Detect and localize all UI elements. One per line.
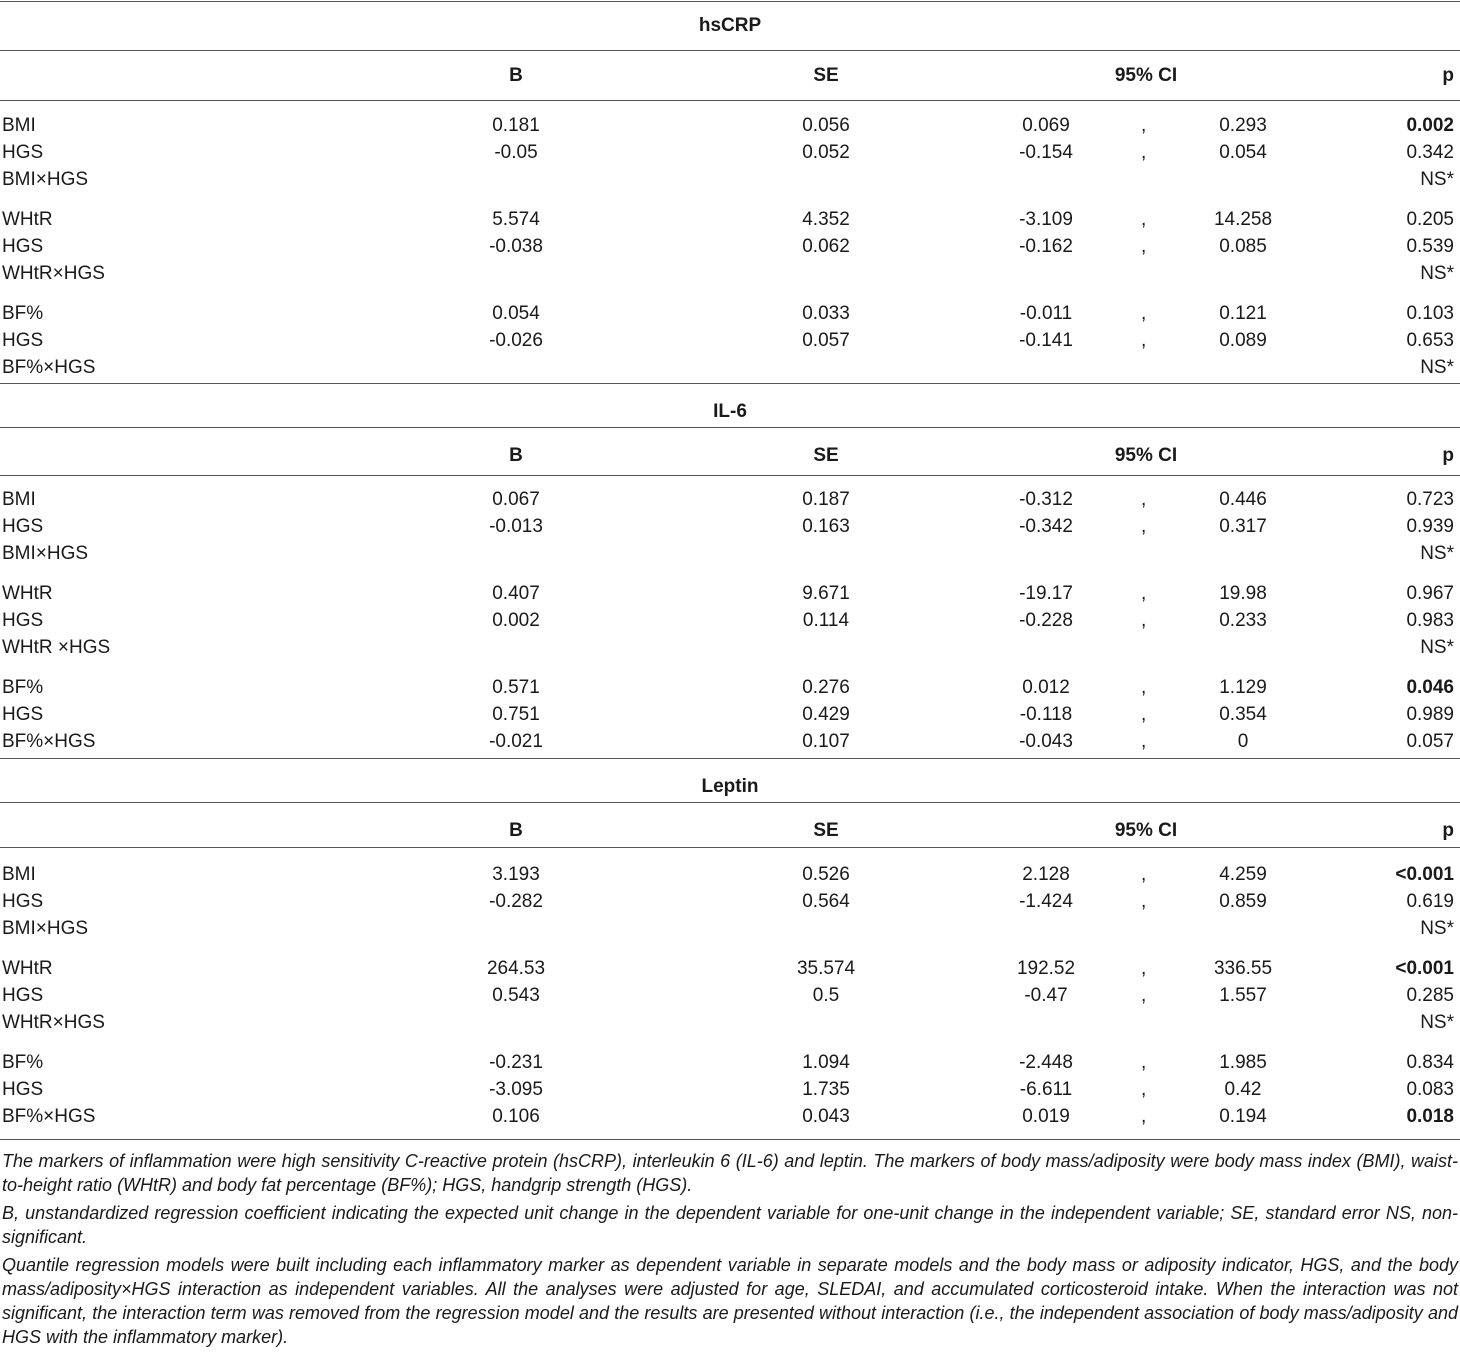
cell-se: 0.043 — [802, 1106, 850, 1127]
cell-ci-upper: 336.55 — [1213, 958, 1273, 979]
header-b: B — [509, 820, 523, 841]
cell-ci-separator: , — [1141, 583, 1147, 604]
cell-ci-separator: , — [1141, 209, 1147, 230]
cell-se: 0.526 — [802, 864, 850, 885]
cell-b: 0.407 — [492, 583, 540, 604]
cell-ci-lower: -0.011 — [1019, 303, 1073, 324]
cell-se: 0.429 — [802, 704, 850, 725]
cell-ci-separator: , — [1141, 958, 1147, 979]
cell-p: NS* — [1420, 918, 1454, 939]
table-row — [0, 354, 1460, 381]
section-title: hsCRP — [698, 15, 762, 36]
cell-ci-upper: 0.446 — [1219, 489, 1267, 510]
table-row — [0, 580, 1460, 607]
cell-p: 0.285 — [1406, 985, 1454, 1006]
row-label: BMI×HGS — [2, 918, 89, 939]
table-row — [0, 634, 1460, 661]
header-se: SE — [813, 65, 839, 86]
cell-ci-lower: 0.019 — [1022, 1106, 1070, 1127]
cell-ci-lower: -2.448 — [1019, 1052, 1073, 1073]
cell-b: 0.054 — [492, 303, 540, 324]
cell-ci-separator: , — [1141, 677, 1147, 698]
section-title: Leptin — [701, 776, 759, 797]
cell-ci-lower: -1.424 — [1019, 891, 1073, 912]
cell-p: 0.619 — [1406, 891, 1454, 912]
cell-ci-separator: , — [1141, 704, 1147, 725]
table-row — [0, 206, 1460, 233]
table-row — [0, 327, 1460, 354]
section-end-rule — [0, 758, 1460, 759]
table-row — [0, 1076, 1460, 1103]
cell-ci-upper: 0.054 — [1219, 142, 1267, 163]
row-label: HGS — [2, 142, 44, 163]
cell-ci-lower: 2.128 — [1022, 864, 1070, 885]
row-label: BF%×HGS — [2, 731, 96, 752]
table-row — [0, 674, 1460, 701]
cell-b: 0.002 — [492, 610, 540, 631]
cell-se: 9.671 — [802, 583, 850, 604]
cell-p: 0.083 — [1406, 1079, 1454, 1100]
cell-ci-separator: , — [1141, 115, 1147, 136]
row-label: BMI×HGS — [2, 543, 89, 564]
cell-ci-lower: -3.109 — [1019, 209, 1073, 230]
cell-ci-separator: , — [1141, 731, 1147, 752]
cell-b: -0.021 — [489, 731, 543, 752]
cell-ci-upper: 14.258 — [1213, 209, 1273, 230]
cell-ci-lower: -0.312 — [1019, 489, 1073, 510]
header-p: p — [1442, 65, 1454, 86]
cell-p: 0.967 — [1406, 583, 1454, 604]
cell-p: NS* — [1420, 169, 1454, 190]
cell-ci-lower: 0.012 — [1022, 677, 1070, 698]
cell-p: 0.989 — [1406, 704, 1454, 725]
table-row — [0, 1009, 1460, 1036]
cell-p: 0.723 — [1406, 489, 1454, 510]
table-row — [0, 112, 1460, 139]
cell-se: 1.735 — [802, 1079, 850, 1100]
cell-ci-lower: 0.069 — [1022, 115, 1070, 136]
header-ci: 95% CI — [1114, 445, 1178, 466]
cell-p: <0.001 — [1395, 958, 1454, 979]
row-label: HGS — [2, 516, 44, 537]
cell-ci-separator: , — [1141, 1052, 1147, 1073]
cell-ci-separator: , — [1141, 489, 1147, 510]
row-label: HGS — [2, 236, 44, 257]
cell-b: 5.574 — [492, 209, 540, 230]
cell-p: 0.834 — [1406, 1052, 1454, 1073]
column-header-row — [0, 817, 1460, 844]
row-label: BMI — [2, 864, 36, 885]
table-row — [0, 300, 1460, 327]
header-p: p — [1442, 820, 1454, 841]
cell-ci-upper: 0.859 — [1219, 891, 1267, 912]
cell-b: 0.067 — [492, 489, 540, 510]
table-row — [0, 233, 1460, 260]
row-label: HGS — [2, 891, 44, 912]
cell-p: NS* — [1420, 263, 1454, 284]
cell-b: 0.106 — [492, 1106, 540, 1127]
cell-ci-lower: -6.611 — [1019, 1079, 1073, 1100]
section-rule — [0, 802, 1460, 803]
cell-ci-separator: , — [1141, 864, 1147, 885]
table-row — [0, 486, 1460, 513]
table-row — [0, 982, 1460, 1009]
cell-ci-lower: -0.141 — [1019, 330, 1073, 351]
footnote-definitions: B, unstandardized regression coefficient indicating the expected unit change in the dependent variable for one-unit change in the independent variable; SE, standard error NS, non-significant. — [2, 1203, 1458, 1247]
cell-se: 35.574 — [796, 958, 856, 979]
table-row — [0, 888, 1460, 915]
cell-p: 0.057 — [1406, 731, 1454, 752]
cell-se: 0.187 — [802, 489, 850, 510]
cell-ci-separator: , — [1141, 236, 1147, 257]
cell-b: -3.095 — [489, 1079, 543, 1100]
table-row — [0, 540, 1460, 567]
cell-p: 0.103 — [1406, 303, 1454, 324]
row-label: WHtR — [2, 209, 53, 230]
header-se: SE — [813, 820, 839, 841]
table-row — [0, 728, 1460, 755]
header-rule — [0, 100, 1460, 101]
cell-b: -0.05 — [494, 142, 538, 163]
table-row — [0, 1049, 1460, 1076]
cell-se: 0.056 — [802, 115, 850, 136]
row-label: BMI×HGS — [2, 169, 89, 190]
column-header-row — [0, 62, 1460, 89]
cell-se: 0.114 — [802, 610, 850, 631]
row-label: HGS — [2, 330, 44, 351]
cell-b: 0.543 — [492, 985, 540, 1006]
row-label: BMI — [2, 489, 36, 510]
row-label: BF%×HGS — [2, 357, 96, 378]
section-rule — [0, 427, 1460, 428]
cell-p: 0.539 — [1406, 236, 1454, 257]
cell-p: <0.001 — [1395, 864, 1454, 885]
cell-ci-upper: 0.233 — [1219, 610, 1267, 631]
cell-p: NS* — [1420, 637, 1454, 658]
cell-se: 0.5 — [812, 985, 840, 1006]
cell-b: 264.53 — [486, 958, 546, 979]
cell-ci-lower: -0.162 — [1019, 236, 1073, 257]
cell-se: 1.094 — [802, 1052, 850, 1073]
cell-p: NS* — [1420, 543, 1454, 564]
footnote-methods: Quantile regression models were built including each inflammatory marker as dependent variable in separate models and the body mass or adiposity indicator, HGS, and the body mass/adiposity×HGS interaction as independent variables. All the analyses were adjusted for age, SLEDAI, and accumulated corticosteroid intake. When the interaction was not significant, the interaction term was removed from the regression model and the results are presented without interaction (i.e., the independent association of body mass/adiposity and HGS with the inflammatory marker). — [2, 1255, 1458, 1347]
cell-ci-lower: -0.342 — [1019, 516, 1073, 537]
section-title: IL-6 — [713, 401, 747, 422]
cell-ci-upper: 19.98 — [1219, 583, 1267, 604]
table-row — [0, 607, 1460, 634]
row-label: BF% — [2, 1052, 44, 1073]
cell-p: NS* — [1420, 357, 1454, 378]
cell-b: 3.193 — [492, 864, 540, 885]
cell-ci-upper: 0 — [1237, 731, 1249, 752]
cell-p: 0.653 — [1406, 330, 1454, 351]
row-label: HGS — [2, 610, 44, 631]
cell-se: 0.107 — [802, 731, 850, 752]
table-row — [0, 861, 1460, 888]
cell-b: -0.038 — [489, 236, 543, 257]
cell-ci-lower: -0.47 — [1024, 985, 1068, 1006]
row-label: HGS — [2, 985, 44, 1006]
cell-ci-upper: 0.089 — [1219, 330, 1267, 351]
row-label: WHtR — [2, 583, 53, 604]
cell-ci-upper: 0.194 — [1219, 1106, 1267, 1127]
table-row — [0, 955, 1460, 982]
cell-ci-lower: -0.043 — [1019, 731, 1073, 752]
cell-ci-separator: , — [1141, 1079, 1147, 1100]
cell-p: 0.342 — [1406, 142, 1454, 163]
cell-ci-separator: , — [1141, 303, 1147, 324]
table-row — [0, 1103, 1460, 1130]
row-label: BF% — [2, 677, 44, 698]
row-label: WHtR ×HGS — [2, 637, 111, 658]
cell-ci-separator: , — [1141, 891, 1147, 912]
section-end-rule — [0, 1139, 1460, 1140]
cell-se: 0.564 — [802, 891, 850, 912]
row-label: BF%×HGS — [2, 1106, 96, 1127]
cell-b: 0.571 — [492, 677, 540, 698]
header-b: B — [509, 445, 523, 466]
cell-p: 0.002 — [1406, 115, 1454, 136]
cell-ci-upper: 1.985 — [1219, 1052, 1267, 1073]
cell-ci-lower: -0.154 — [1019, 142, 1073, 163]
cell-se: 0.062 — [802, 236, 850, 257]
header-ci: 95% CI — [1114, 820, 1178, 841]
cell-b: 0.751 — [492, 704, 540, 725]
cell-b: -0.013 — [489, 516, 543, 537]
cell-ci-separator: , — [1141, 516, 1147, 537]
cell-ci-separator: , — [1141, 330, 1147, 351]
footnote-abbreviations: The markers of inflammation were high sensitivity C-reactive protein (hsCRP), interleukin 6 (IL-6) and leptin. The markers of body mass/adiposity were body mass index (BMI), waist-to-height ratio (WHtR) and body fat percentage (BF%); HGS, handgrip strength (HGS). — [2, 1151, 1458, 1195]
cell-p: 0.205 — [1406, 209, 1454, 230]
cell-p: NS* — [1420, 1012, 1454, 1033]
cell-ci-lower: -19.17 — [1019, 583, 1073, 604]
cell-ci-separator: , — [1141, 985, 1147, 1006]
table-row — [0, 701, 1460, 728]
cell-b: -0.026 — [489, 330, 543, 351]
cell-ci-upper: 0.42 — [1224, 1079, 1262, 1100]
row-label: BMI — [2, 115, 36, 136]
cell-se: 0.163 — [802, 516, 850, 537]
cell-se: 0.057 — [802, 330, 850, 351]
row-label: WHtR×HGS — [2, 1012, 105, 1033]
row-label: WHtR — [2, 958, 53, 979]
top-rule — [0, 1, 1460, 2]
cell-ci-upper: 0.317 — [1219, 516, 1267, 537]
header-rule — [0, 475, 1460, 476]
table-row — [0, 139, 1460, 166]
cell-ci-upper: 0.121 — [1219, 303, 1267, 324]
cell-b: 0.181 — [492, 115, 540, 136]
cell-ci-lower: -0.228 — [1019, 610, 1073, 631]
cell-p: 0.939 — [1406, 516, 1454, 537]
row-label: BF% — [2, 303, 44, 324]
cell-ci-separator: , — [1141, 610, 1147, 631]
cell-ci-lower: 192.52 — [1016, 958, 1076, 979]
cell-b: -0.231 — [489, 1052, 543, 1073]
cell-ci-upper: 1.129 — [1219, 677, 1267, 698]
header-p: p — [1442, 445, 1454, 466]
header-b: B — [509, 65, 523, 86]
cell-ci-upper: 4.259 — [1219, 864, 1267, 885]
cell-ci-separator: , — [1141, 1106, 1147, 1127]
table-row — [0, 166, 1460, 193]
cell-ci-upper: 0.293 — [1219, 115, 1267, 136]
cell-se: 0.033 — [802, 303, 850, 324]
cell-ci-upper: 1.557 — [1219, 985, 1267, 1006]
header-ci: 95% CI — [1114, 65, 1178, 86]
header-se: SE — [813, 445, 839, 466]
cell-ci-upper: 0.085 — [1219, 236, 1267, 257]
table-row — [0, 915, 1460, 942]
row-label: HGS — [2, 704, 44, 725]
cell-p: 0.018 — [1406, 1106, 1454, 1127]
section-end-rule — [0, 383, 1460, 384]
row-label: HGS — [2, 1079, 44, 1100]
table-row — [0, 260, 1460, 287]
cell-ci-separator: , — [1141, 142, 1147, 163]
cell-b: -0.282 — [489, 891, 543, 912]
section-rule — [0, 50, 1460, 51]
cell-p: 0.983 — [1406, 610, 1454, 631]
header-rule — [0, 847, 1460, 848]
cell-ci-lower: -0.118 — [1019, 704, 1073, 725]
cell-ci-upper: 0.354 — [1219, 704, 1267, 725]
cell-p: 0.046 — [1406, 677, 1454, 698]
cell-se: 0.052 — [802, 142, 850, 163]
cell-se: 4.352 — [802, 209, 850, 230]
table-row — [0, 513, 1460, 540]
column-header-row — [0, 442, 1460, 469]
cell-se: 0.276 — [802, 677, 850, 698]
row-label: WHtR×HGS — [2, 263, 105, 284]
